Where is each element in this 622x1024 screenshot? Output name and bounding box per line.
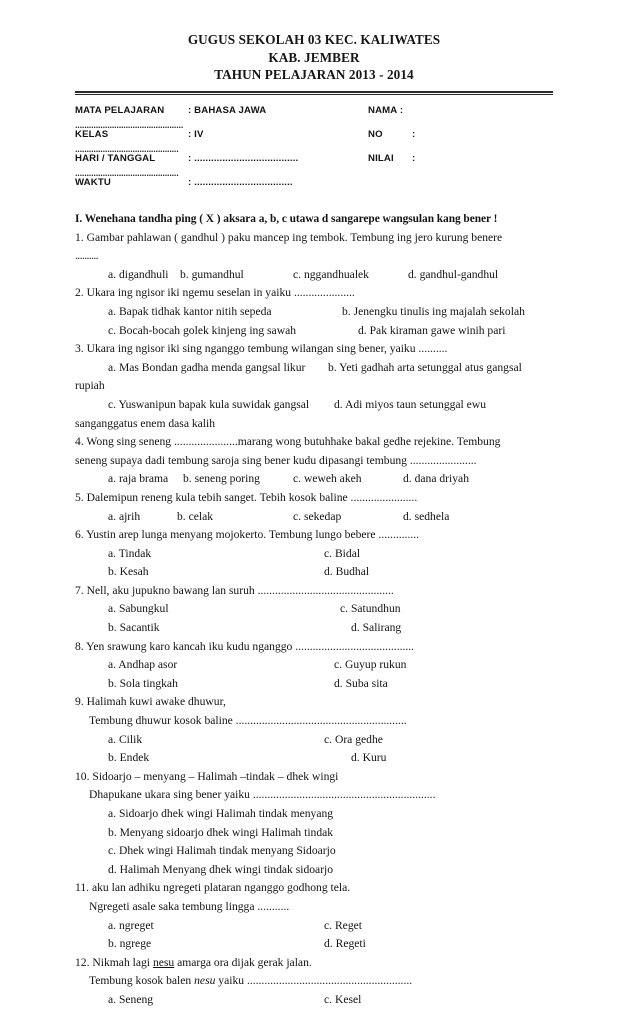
question-2 [75, 284, 553, 340]
option-9b[interactable]: b. Endek [108, 751, 150, 765]
identity-row-time [75, 177, 553, 201]
document-header [75, 0, 553, 84]
question-6-text: 6. Yustin arep lunga menyang mojokerto. Tembung lungo bebere .............. [75, 528, 420, 542]
option-3c[interactable]: c. Yuswanipun bapak kula suwidak gangsal [108, 397, 310, 411]
label-waktu: WAKTU [75, 177, 111, 188]
dots-under-date: ............................................. [75, 168, 179, 178]
identity-row-date [75, 153, 553, 177]
question-5 [75, 489, 553, 526]
question-11-text: 11. aku lan adhiku ngregeti plataran nganggo godhong tela. [75, 881, 351, 895]
option-10c[interactable]: c. Dhek wingi Halimah tindak menyang Sidoarjo [108, 844, 336, 858]
question-12-italic-word: nesu [194, 974, 216, 988]
value-waktu: : ................................... [188, 177, 293, 188]
option-7c[interactable]: c. Satundhun [340, 602, 401, 616]
question-9-text: 9. Halimah kuwi awake dhuwur, [75, 695, 226, 709]
option-row-wrap [75, 415, 553, 434]
question-2-options [75, 303, 553, 340]
option-11b[interactable]: b. ngrege [108, 937, 152, 951]
option-row [108, 266, 553, 285]
option-row [108, 675, 553, 694]
question-9-subtext: Tembung dhuwur kosok baline ........................................................... [89, 714, 407, 728]
option-10b[interactable]: b. Menyang sidoarjo dhek wingi Halimah tindak [108, 825, 334, 839]
option-1a[interactable]: a. digandhuli [108, 267, 169, 281]
question-11-options [75, 917, 553, 954]
option-12a[interactable]: a. Seneng [108, 992, 154, 1006]
option-8a[interactable]: a. Andhap asor [108, 658, 178, 672]
option-11a[interactable]: a. ngreget [108, 918, 154, 932]
question-4-text-line1: 4. Wong sing seneng ......................marang wong butuhhake bakal gedhe rejekine. Tembung [75, 435, 501, 449]
option-1b[interactable]: b. gumandhul [180, 267, 244, 281]
question-11-subtext: Ngregeti asale saka tembung lingga ........... [89, 899, 290, 913]
question-3-options [75, 359, 553, 433]
option-3b[interactable]: b. Yeti gadhah arta setunggal atus gangsal [328, 360, 522, 374]
question-7-text: 7. Nell, aku jupukno bawang lan suruh ............................................... [75, 583, 394, 597]
question-12-subtext-post: yaiku ......................................................... [215, 974, 413, 988]
question-7 [75, 582, 553, 638]
label-mata-pelajaran: MATA PELAJARAN [75, 105, 165, 116]
identity-block [75, 105, 553, 201]
value-mata-pelajaran: : BAHASA JAWA [188, 105, 267, 116]
option-3a[interactable]: a. Mas Bondan gadha menda gangsal likur [108, 360, 306, 374]
label-nilai: NILAI [368, 153, 394, 164]
option-9c[interactable]: c. Ora gedhe [324, 732, 383, 746]
option-row [108, 842, 553, 861]
question-8 [75, 638, 553, 694]
question-10 [75, 768, 553, 880]
document-sheet [75, 0, 553, 1010]
questions-body [75, 210, 553, 1010]
option-11c[interactable]: c. Reget [324, 918, 362, 932]
option-1d[interactable]: d. gandhul-gandhul [408, 267, 499, 281]
header-line-school: GUGUS SEKOLAH 03 KEC. KALIWATES [187, 32, 441, 47]
option-7d[interactable]: d. Salirang [351, 621, 402, 635]
question-6-options [75, 545, 553, 582]
colon-no: : [412, 129, 416, 140]
question-4-options [75, 470, 553, 489]
option-row [108, 396, 553, 415]
option-3d-wrap: sanganggatus enem dasa kalih [75, 416, 216, 430]
question-2-text: 2. Ukara ing ngisor iki ngemu seselan in yaiku ..................... [75, 286, 355, 300]
option-row [108, 322, 553, 341]
option-row [108, 600, 553, 619]
option-row [108, 917, 553, 936]
question-7-options [75, 600, 553, 637]
question-12-subtext-pre: Tembung kosok balen [89, 974, 195, 988]
option-10d[interactable]: d. Halimah Menyang dhek wingi tindak sidoarjo [108, 862, 334, 876]
question-5-text: 5. Dalemipun reneng kula tebih sanget. Tebih kosok baline ....................... [75, 490, 418, 504]
option-row [108, 545, 553, 564]
option-row [108, 749, 553, 768]
option-9a[interactable]: a. Cilik [108, 732, 143, 746]
question-12-options [75, 991, 553, 1010]
question-12-text-post: amarga ora dijak gerak jalan. [174, 955, 312, 969]
option-6b[interactable]: b. Kesah [108, 565, 149, 579]
identity-row-subject [75, 105, 553, 129]
option-8c[interactable]: c. Guyup rukun [334, 658, 407, 672]
question-3-text: 3. Ukara ing ngisor iki sing nganggo tembung wilangan sing bener, yaiku .......... [75, 342, 448, 356]
option-7b[interactable]: b. Sacantik [108, 621, 160, 635]
question-11 [75, 879, 553, 953]
option-4b[interactable]: b. seneng poring [183, 472, 260, 486]
option-2b[interactable]: b. Jenengku tinulis ing majalah sekolah [342, 304, 525, 318]
question-4 [75, 433, 553, 489]
option-4a[interactable]: a. raja brama [108, 472, 169, 486]
question-12 [75, 954, 553, 1010]
option-5a[interactable]: a. ajrih [108, 509, 141, 523]
identity-row-class [75, 129, 553, 153]
option-row [108, 935, 553, 954]
option-11d[interactable]: d. Regeti [324, 937, 366, 951]
option-2c[interactable]: c. Bocah-bocah golek kinjeng ing sawah [108, 323, 297, 337]
question-1-text: 1. Gambar pahlawan ( gandhul ) paku mancep ing tembok. Tembung ing jero kurung benere [75, 230, 503, 244]
option-row [108, 731, 553, 750]
option-3d[interactable]: d. Adi miyos taun setunggal ewu [334, 397, 486, 411]
question-10-text: 10. Sidoarjo – menyang – Halimah –tindak – dhek wingi [75, 769, 339, 783]
option-3b-wrap: rupiah [75, 379, 105, 393]
option-4c[interactable]: c. weweh akeh [293, 472, 362, 486]
question-9 [75, 693, 553, 767]
option-6d[interactable]: d. Budhal [324, 565, 370, 579]
question-12-underlined-word: nesu [152, 955, 175, 969]
label-kelas: KELAS [75, 129, 109, 140]
option-row [108, 359, 553, 378]
option-9d[interactable]: d. Kuru [351, 751, 387, 765]
option-row [108, 563, 553, 582]
question-1 [75, 229, 553, 285]
question-10-subtext: Dhapukane ukara sing bener yaiku ............................................................... [89, 788, 436, 802]
option-2d[interactable]: d. Pak kiraman gawe winih pari [358, 323, 506, 337]
question-12-text-pre: 12. Nikmah lagi [75, 955, 153, 969]
option-row [108, 805, 553, 824]
value-hari-tanggal: : ..................................... [188, 153, 299, 164]
colon-nilai: : [412, 153, 416, 164]
option-row [108, 303, 553, 322]
option-4d[interactable]: d. dana driyah [403, 472, 469, 486]
option-10a[interactable]: a. Sidoarjo dhek wingi Halimah tindak menyang [108, 807, 334, 820]
question-8-text: 8. Yen srawung karo kancah iku kudu nganggo ......................................... [75, 639, 415, 653]
question-3 [75, 340, 553, 433]
question-9-options [75, 731, 553, 768]
question-8-options [75, 656, 553, 693]
option-row [108, 656, 553, 675]
option-12c[interactable]: c. Kesel [324, 992, 362, 1006]
question-4-text-line2: seneng supaya dadi tembung saroja sing bener kudu dipasangi tembung ....................... [75, 453, 477, 467]
header-line-regency: KAB. JEMBER [268, 49, 360, 65]
label-hari-tanggal: HARI / TANGGAL [75, 153, 156, 164]
instruction-line: I. Wenehana tandha ping ( X ) aksara a, b, c utawa d sangarepe wangsulan kang bener ! [75, 213, 498, 225]
option-5d[interactable]: d. sedhela [403, 509, 450, 523]
question-12-text [75, 954, 553, 973]
header-divider-rule [75, 91, 553, 96]
option-row [108, 991, 553, 1010]
option-2a[interactable]: a. Bapak tidhak kantor nitih sepeda [108, 304, 272, 318]
label-nama: NAMA : [368, 105, 404, 116]
option-row [108, 619, 553, 638]
option-row [108, 508, 553, 527]
option-1c[interactable]: c. nggandhualek [293, 267, 369, 281]
option-7a[interactable]: a. Sabungkul [108, 602, 169, 616]
value-kelas: : IV [188, 129, 204, 140]
option-5c[interactable]: c. sekedap [293, 509, 342, 523]
question-10-options [75, 805, 553, 879]
label-no: NO [368, 129, 383, 140]
option-6a[interactable]: a. Tindak [108, 546, 152, 560]
option-row-wrap [75, 377, 553, 396]
question-1-options [75, 266, 553, 285]
option-8b[interactable]: b. Sola tingkah [108, 676, 178, 690]
question-12-subtext [75, 972, 553, 991]
option-row [108, 824, 553, 843]
option-row [108, 470, 553, 489]
option-row [108, 861, 553, 880]
dots-under-class: ............................................. [75, 144, 179, 154]
dots-under-subject: ............................................... [75, 120, 184, 130]
option-5b[interactable]: b. celak [177, 509, 214, 523]
question-5-options [75, 508, 553, 527]
question-1-continuation: .......... [75, 249, 98, 263]
option-6c[interactable]: c. Bidal [324, 546, 361, 560]
question-6 [75, 526, 553, 582]
option-8d[interactable]: d. Suba sita [334, 676, 388, 690]
header-line-academic-year: TAHUN PELAJARAN 2013 - 2014 [214, 67, 414, 82]
